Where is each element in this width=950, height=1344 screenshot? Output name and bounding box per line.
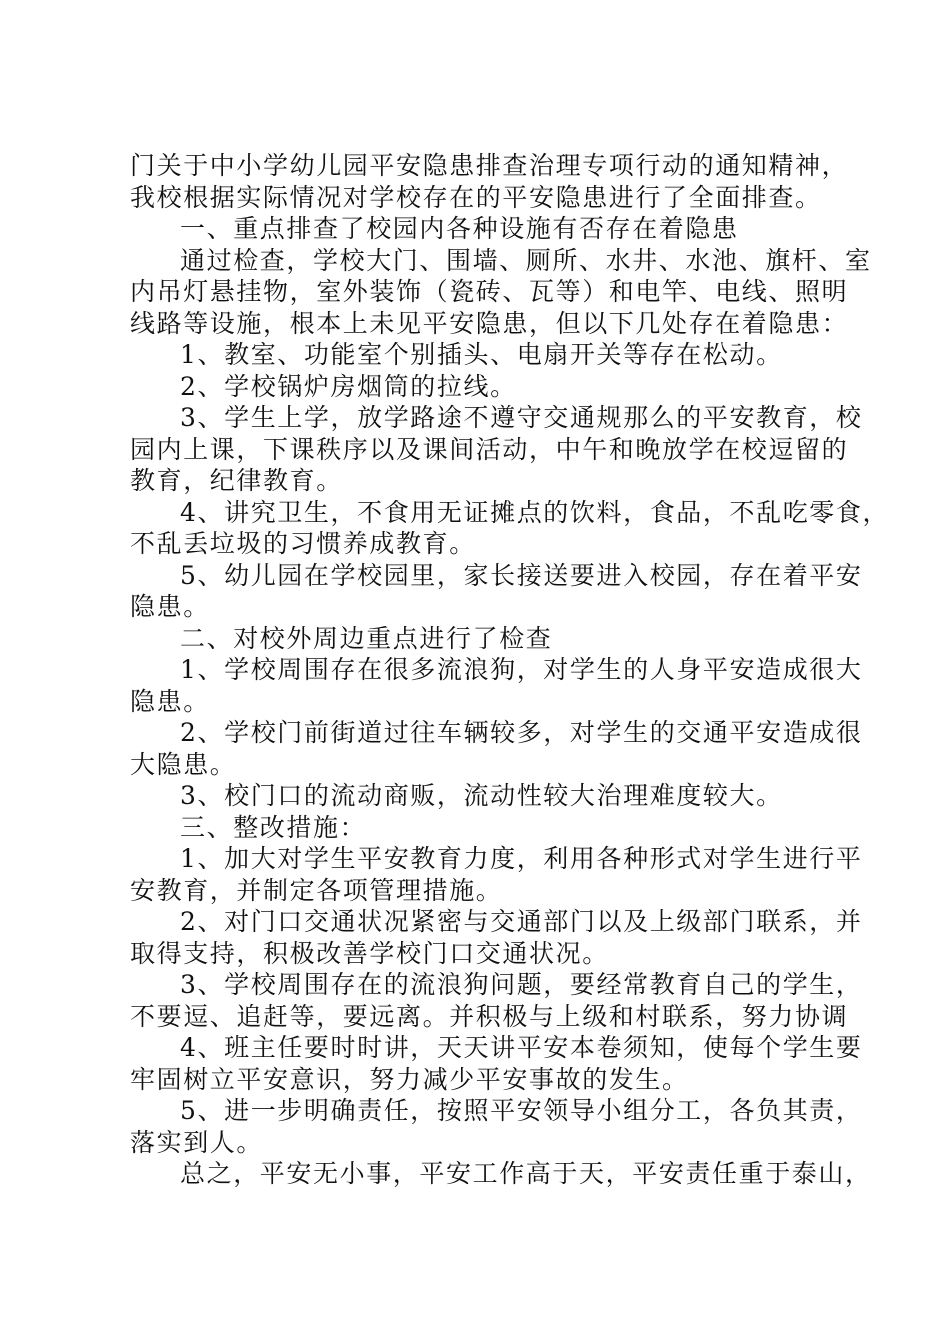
text-line: 5、幼儿园在学校园里，家长接送要进入校园，存在着平安 [180,560,863,590]
text-line: 1、学校周围存在很多流浪狗，对学生的人身平安造成很大 [180,655,863,684]
text-line: 不乱丢垃圾的习惯养成教育。 [130,529,476,558]
text-line: 落实到人。 [130,1127,264,1157]
text-line: 1、教室、功能室个别插头、电扇开关等存在松动。 [180,340,783,369]
text-line: 5、进一步明确责任，按照平安领导小组分工，各负其责， [180,1096,863,1125]
text-line: 我校根据实际情况对学校存在的平安隐患进行了全面排查。 [130,182,822,212]
text-line: 3、学校周围存在的流浪狗问题，要经常教育自己的学生， [180,970,863,999]
text-line: 总之，平安无小事，平安工作高于天，平安责任重于泰山， [180,1159,872,1188]
text-line: 一、重点排查了校园内各种设施有否存在着隐患 [180,214,739,243]
text-line: 内吊灯悬挂物，室外装饰（瓷砖、瓦等）和电竿、电线、照明 [130,277,849,306]
text-line: 门关于中小学幼儿园平安隐患排查治理专项行动的通知精神， [130,151,849,180]
text-line: 安教育，并制定各项管理措施。 [130,875,503,905]
text-line: 通过检查，学校大门、围墙、厕所、水井、水池、旗杆、室 [180,245,872,275]
text-line: 4、班主任要时时讲，天天讲平安本卷须知，使每个学生要 [180,1033,863,1062]
text-line: 4、讲究卫生，不食用无证摊点的饮料，食品，不乱吃零食， [180,497,890,527]
text-line: 1、加大对学生平安教育力度，利用各种形式对学生进行平 [180,844,863,873]
text-line: 3、校门口的流动商贩，流动性较大治理难度较大。 [180,781,783,810]
text-line: 3、学生上学，放学路途不遵守交通规那么的平安教育，校 [180,403,863,432]
text-line: 2、学校门前街道过往车辆较多，对学生的交通平安造成很 [180,718,863,747]
text-line: 取得支持，积极改善学校门口交通状况。 [130,938,609,968]
text-line: 大隐患。 [130,749,237,779]
text-line: 2、对门口交通状况紧密与交通部门以及上级部门联系，并 [180,907,863,936]
text-line: 隐患。 [130,686,210,716]
document-body [130,150,890,1190]
text-line: 隐患。 [130,592,210,621]
text-line: 三、整改措施： [180,812,367,842]
text-line: 2、学校锅炉房烟筒的拉线。 [180,371,517,401]
text-line: 不要逗、追赶等，要远离。并积极与上级和村联系，努力协调 [130,1001,849,1031]
text-line: 教育，纪律教育。 [130,466,343,495]
text-line: 二、对校外周边重点进行了检查 [180,623,553,653]
text-line: 线路等设施，根本上未见平安隐患，但以下几处存在着隐患： [130,308,849,338]
text-line: 牢固树立平安意识，努力减少平安事故的发生。 [130,1064,689,1094]
text-line: 园内上课，下课秩序以及课间活动，中午和晚放学在校逗留的 [130,434,849,464]
